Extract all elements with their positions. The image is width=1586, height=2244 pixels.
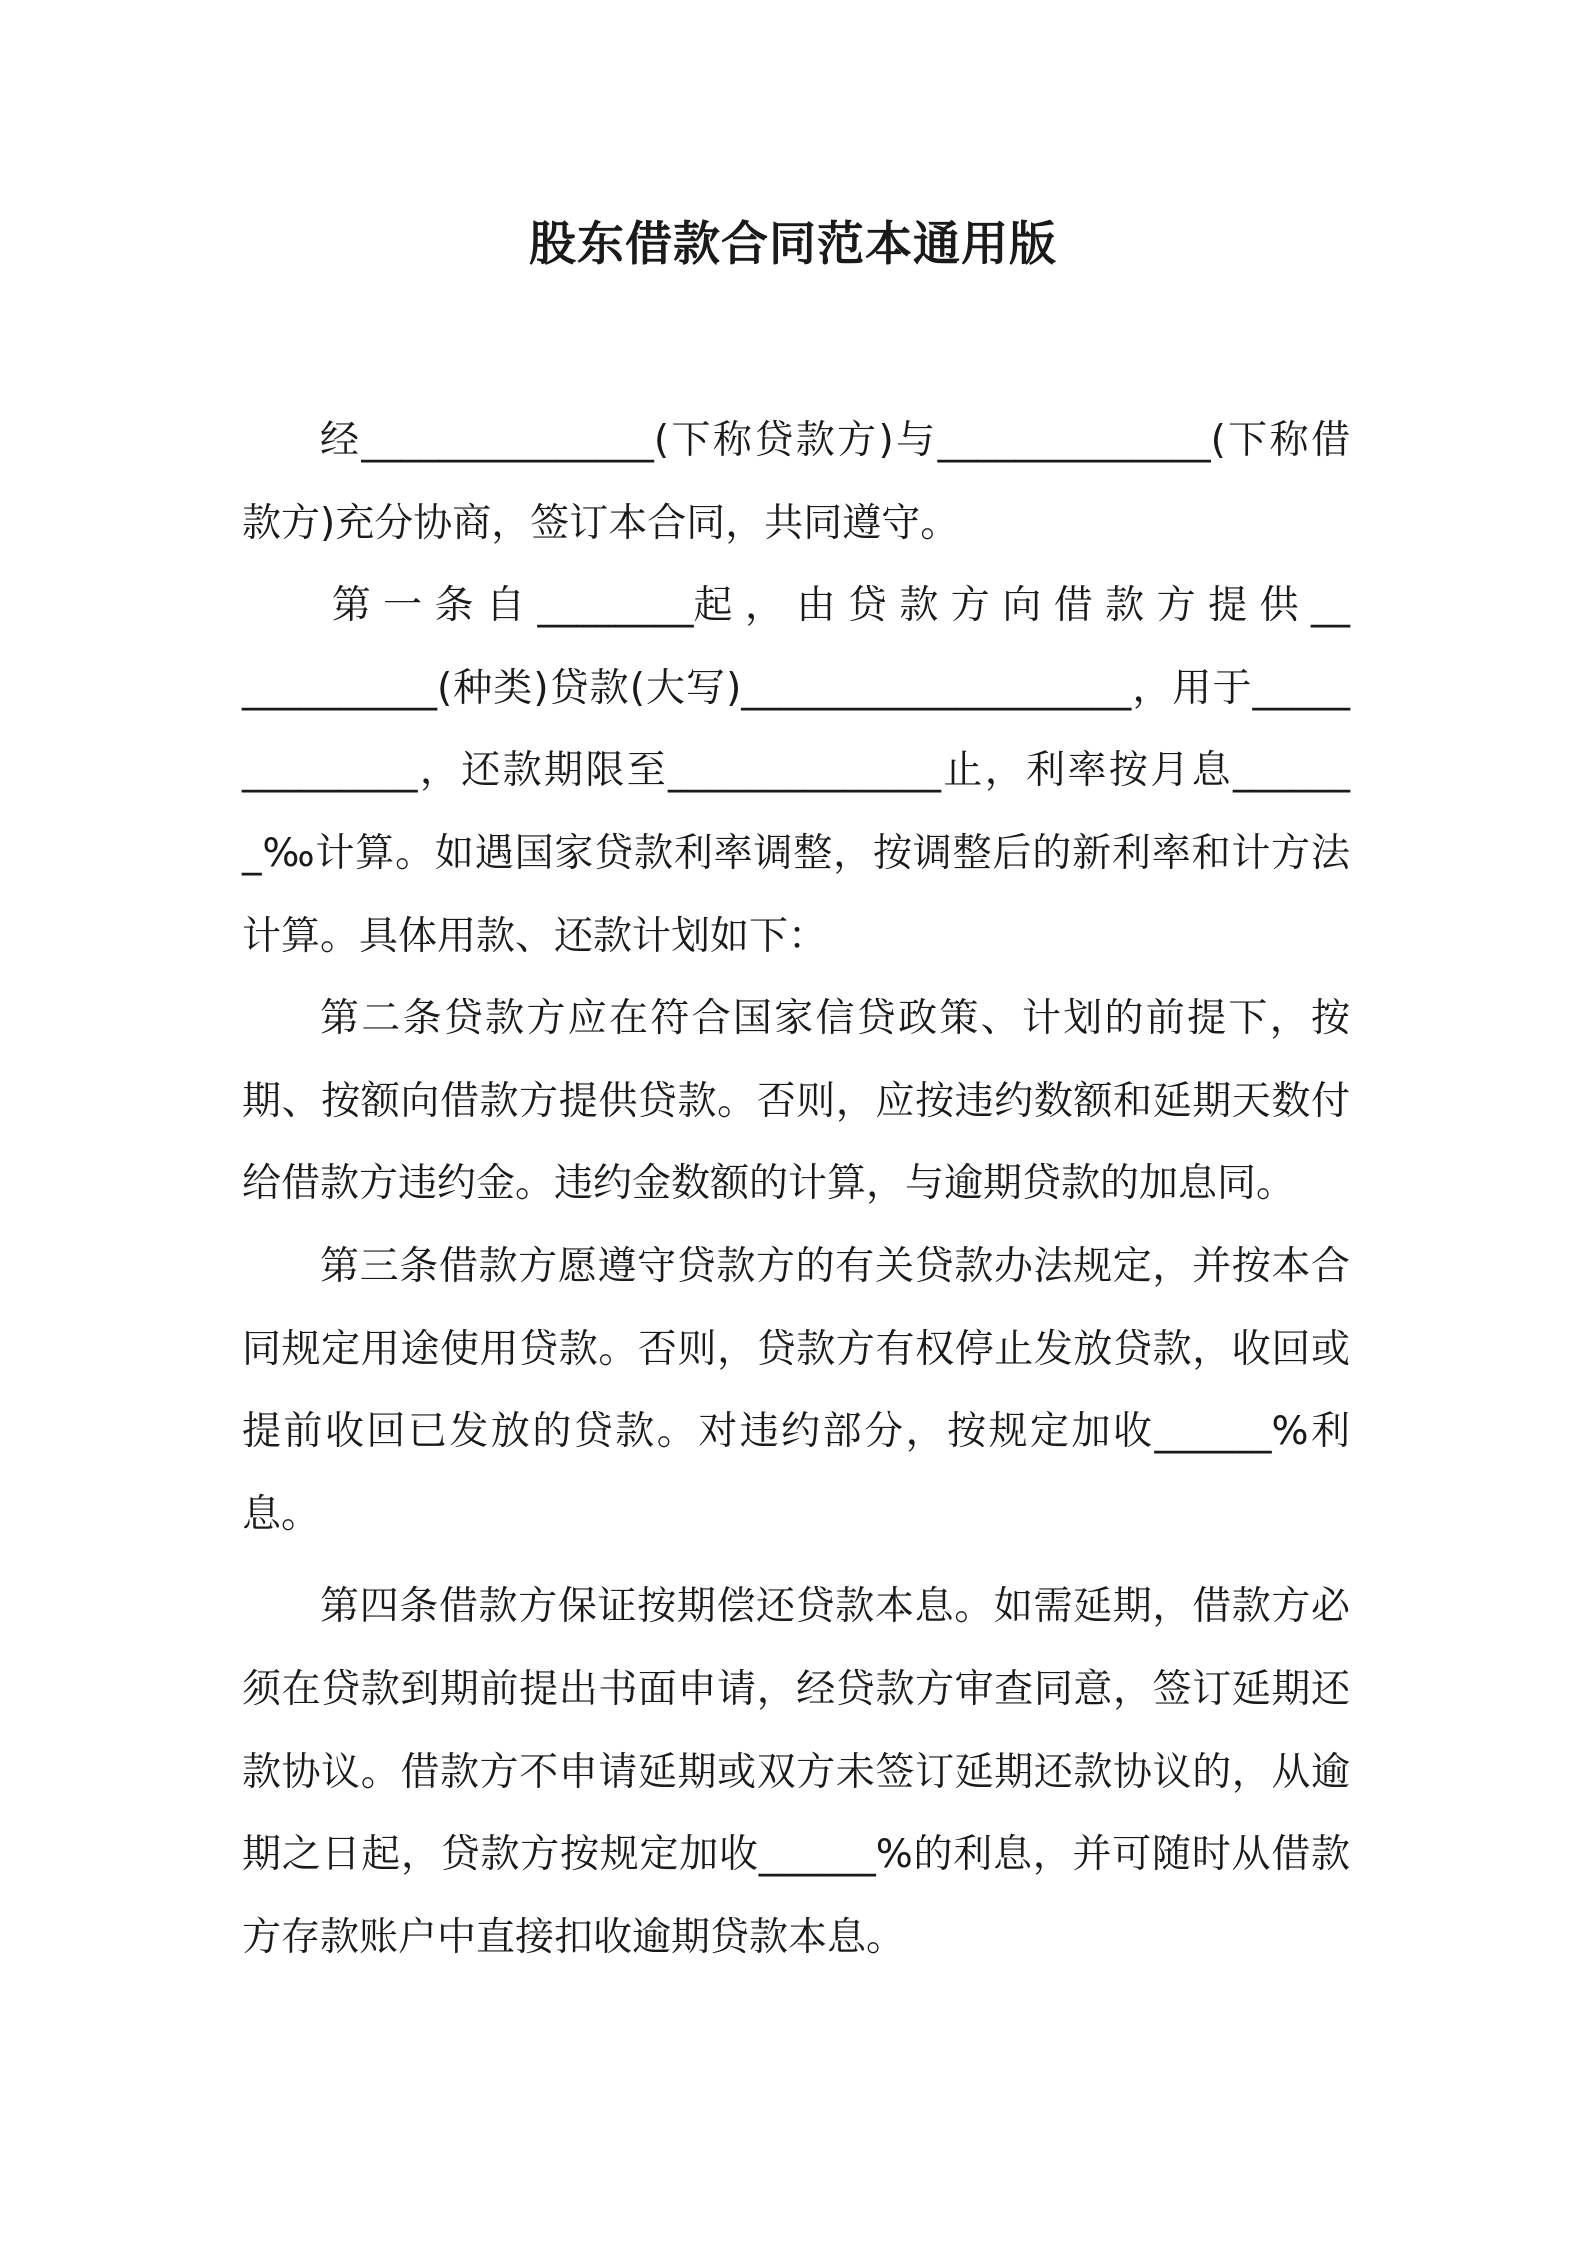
- paragraph-article-2: 第二条贷款方应在符合国家信贷政策、计划的前提下，按期、按额向借款方提供贷款。否则，应按违约数额和延期天数付给借款方违约金。违约金数额的计算，与逾期贷款的加息同。: [242, 996, 1350, 1207]
- document-title: 股东借款合同范本通用版: [529, 217, 1057, 272]
- paragraph-article-1: 第 一 条 自 ________起 ， 由 贷 款 方 向 借 款 方 提 供 ____________(种类)贷款(大写)____________________，用于______________，还款期限至______________止，利率按月息_______‰计算。如遇国家贷款利率调整，按调整后的新利率和计方法计算。具体用款、还款计划如下：: [242, 583, 1350, 959]
- document-body: [242, 400, 1350, 1979]
- paragraph-intro: 经_______________(下称贷款方)与______________(下称借款方)充分协商，签订本合同，共同遵守。: [242, 418, 1350, 546]
- paragraph-article-4: 第四条借款方保证按期偿还贷款本息。如需延期，借款方必须在贷款到期前提出书面申请，经贷款方审查同意，签订延期还款协议。借款方不申请延期或双方未签订延期还款协议的，从逾期之日起，贷款方按规定加收______%的利息，并可随时从借款方存款账户中直接扣收逾期贷款本息。: [242, 1584, 1350, 1960]
- paragraph-article-3: 第三条借款方愿遵守贷款方的有关贷款办法规定，并按本合同规定用途使用贷款。否则，贷款方有权停止发放贷款，收回或提前收回已发放的贷款。对违约部分，按规定加收______%利息。: [242, 1243, 1350, 1537]
